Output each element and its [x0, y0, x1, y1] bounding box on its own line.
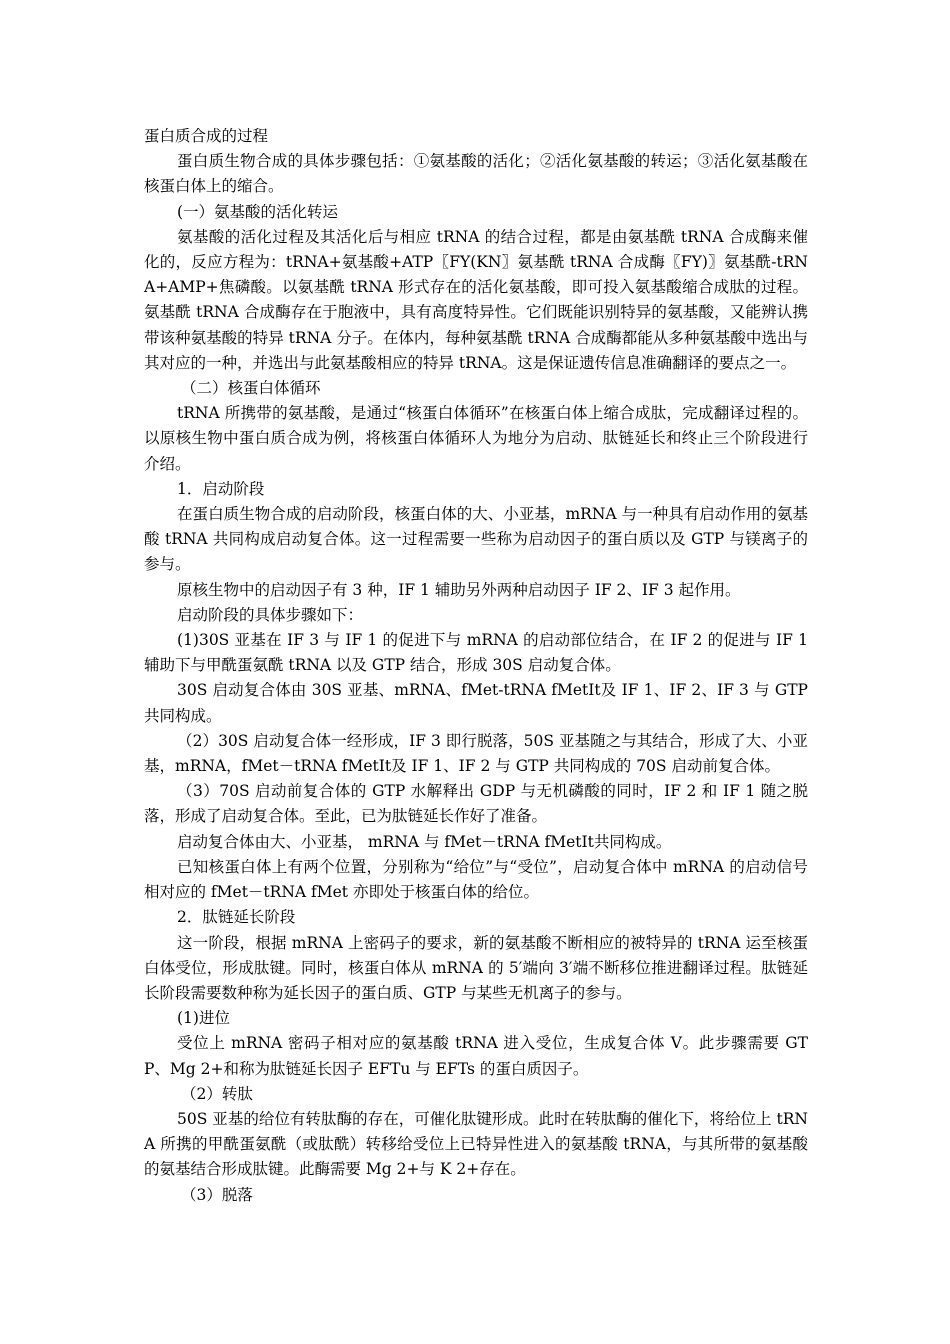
- document-title: 蛋白质合成的过程: [144, 127, 269, 145]
- section-heading: (一）氨基酸的活化转运: [177, 202, 339, 221]
- document-body: [144, 124, 808, 1208]
- paragraph: 这一阶段，根据 mRNA 上密码子的要求，新的氨基酸不断相应的被特异的 tRNA 运至核蛋白体受位，形成肽键。同时，核蛋白体从 mRNA 的 5′端向 3′端不断移位推进翻译过程。肽链延长阶段需要数种称为延长因子的蛋白质、GTP 与某些无机离子的参与。: [144, 933, 808, 1002]
- paragraph: 50S 亚基的给位有转肽酶的存在，可催化肽键形成。此时在转肽酶的催化下，将给位上 tRNA 所携的甲酰蛋氨酰（或肽酰）转移给受位上已特异性进入的氨基酸 tRNA，与其所带的氨基酸的氨基结合形成肽键。此酶需要 Mg 2+与 K 2+存在。: [144, 1109, 808, 1179]
- paragraph: 原核生物中的启动因子有 3 种，IF 1 辅助另外两种启动因子 IF 2、IF 3 起作用。: [177, 580, 741, 599]
- paragraph: tRNA 所携带的氨基酸，是通过“核蛋白体循环”在核蛋白体上缩合成肽，完成翻译过程的。以原核生物中蛋白质合成为例，将核蛋白体循环人为地分为启动、肽链延长和终止三个阶段进行介绍。: [144, 404, 808, 473]
- paragraph: (1)30S 亚基在 IF 3 与 IF 1 的促进下与 mRNA 的启动部位结合，在 IF 2 的促进与 IF 1 辅助下与甲酰蛋氨酰 tRNA 以及 GTP 结合，形成 30S 启动复合体。: [144, 631, 808, 675]
- subsection-heading: 2．肽链延长阶段: [177, 908, 296, 927]
- paragraph: （3）70S 启动前复合体的 GTP 水解释出 GDP 与无机磷酸的同时，IF 2 和 IF 1 随之脱落，形成了启动复合体。至此，已为肽链延长作好了准备。: [144, 782, 808, 826]
- step-heading: (1)进位: [177, 1009, 230, 1028]
- paragraph: 在蛋白质生物合成的启动阶段，核蛋白体的大、小亚基，mRNA 与一种具有启动作用的氨基酸 tRNA 共同构成启动复合体。这一过程需要一些称为启动因子的蛋白质以及 GTP 与镁离子的参与。: [144, 505, 808, 574]
- paragraph: 蛋白质生物合成的具体步骤包括：①氨基酸的活化；②活化氨基酸的转运；③活化氨基酸在核蛋白体上的缩合。: [144, 152, 808, 196]
- step-heading: （3）脱落: [181, 1185, 253, 1204]
- paragraph: 30S 启动复合体由 30S 亚基、mRNA、fMet-tRNA fMetIt及 IF 1、IF 2、IF 3 与 GTP 共同构成。: [144, 681, 808, 725]
- paragraph: 已知核蛋白体上有两个位置，分别称为“给位”与“受位”，启动复合体中 mRNA 的启动信号相对应的 fMet－tRNA fMet 亦即处于核蛋白体的给位。: [144, 857, 808, 902]
- paragraph: 启动阶段的具体步骤如下：: [177, 605, 364, 624]
- section-heading: （二）核蛋白体循环: [181, 379, 321, 398]
- paragraph: 受位上 mRNA 密码子相对应的氨基酸 tRNA 进入受位，生成复合体 V。此步骤需要 GTP、Mg 2+和称为肽链延长因子 EFTu 与 EFTs 的蛋白质因子。: [144, 1034, 808, 1078]
- paragraph: 启动复合体由大、小亚基， mRNA 与 fMet－tRNA fMetIt共同构成。: [177, 832, 672, 851]
- paragraph: （2）30S 启动复合体一经形成，IF 3 即行脱落，50S 亚基随之与其结合，形成了大、小亚基，mRNA，fMet－tRNA fMetIt及 IF 1、IF 2 与 GTP 共同构成的 70S 启动前复合体。: [144, 731, 808, 776]
- subsection-heading: 1．启动阶段: [177, 479, 265, 498]
- paragraph: 氨基酸的活化过程及其活化后与相应 tRNA 的结合过程，都是由氨基酰 tRNA 合成酶来催化的，反应方程为：tRNA+氨基酸+ATP〖FY(KN〗氨基酰 tRNA 合成酶〖FY)〗氨基酰-tRNA+AMP+焦磷酸。以氨基酰 tRNA 形式存在的活化氨基酸，即可投入氨基酸缩合成肽的过程。氨基酰 tRNA 合成酶存在于胞液中，具有高度特异性。它们既能识别特异的氨基酸，又能辨认携带该种氨基酸的特异 tRNA 分子。在体内，每种氨基酰 tRNA 合成酶都能从多种氨基酸中选出与其对应的一种，并选出与此氨基酸相应的特异 tRNA。这是保证遗传信息准确翻译的要点之一。: [144, 227, 808, 372]
- step-heading: （2）转肽: [181, 1084, 253, 1103]
